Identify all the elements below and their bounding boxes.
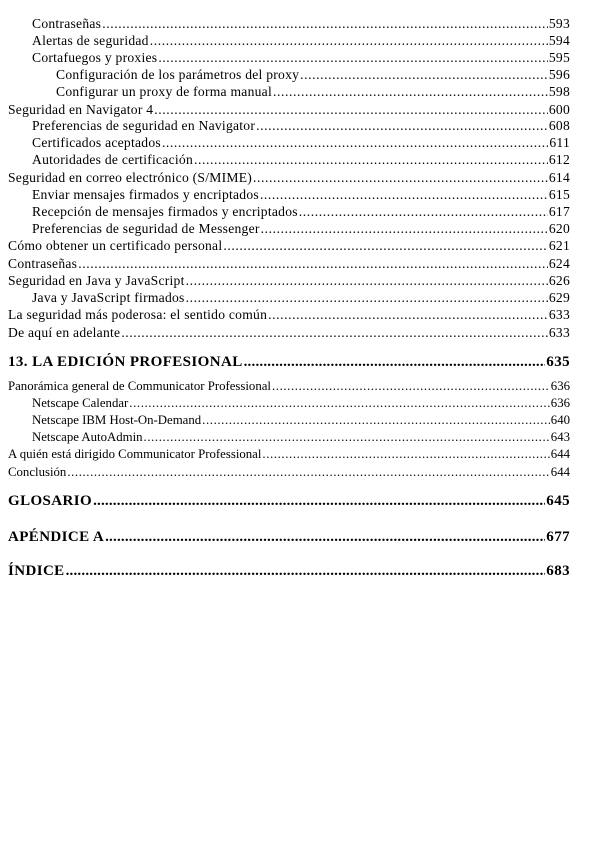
toc-entry: [8, 447, 570, 462]
toc-entry: [32, 50, 570, 66]
toc-page-number: 633: [548, 325, 570, 340]
toc-page-number: 624: [548, 256, 570, 271]
toc-entry: [32, 430, 570, 445]
toc-page-number: 636: [550, 396, 570, 410]
toc-entry: [32, 33, 570, 49]
toc-page-number: 629: [548, 290, 570, 305]
toc-entry: [32, 152, 570, 168]
toc-leader-dots: [300, 67, 548, 83]
toc-chapter-entry: [8, 354, 570, 371]
toc-entry: [8, 379, 570, 394]
toc-entry-title: Seguridad en Java y JavaScript: [8, 273, 185, 288]
toc-page-number: 620: [548, 221, 570, 236]
toc-entry-title: Java y JavaScript firmados: [32, 290, 185, 305]
toc-page-number: 640: [550, 413, 570, 427]
toc-entry: [32, 413, 570, 428]
toc-leader-dots: [299, 204, 548, 220]
toc-entry-title: Autoridades de certificación: [32, 152, 193, 167]
toc-page-number: 598: [548, 84, 570, 99]
toc-entry-title: Netscape IBM Host-On-Demand: [32, 413, 202, 427]
toc-leader-dots: [154, 102, 548, 118]
toc-leader-dots: [186, 273, 548, 289]
toc-entry: [56, 84, 570, 100]
toc-leader-dots: [93, 493, 545, 510]
toc-page-number: 621: [548, 238, 570, 253]
toc-page-number: 643: [550, 430, 570, 444]
toc-leader-dots: [162, 135, 548, 151]
toc-entry: [32, 118, 570, 134]
toc-entry-title: Alertas de seguridad: [32, 33, 149, 48]
toc-page-number: 633: [548, 307, 570, 322]
toc-entry-title: Netscape Calendar: [32, 396, 129, 410]
toc-page-number: 636: [550, 379, 570, 393]
toc-entry-title: Contraseñas: [8, 256, 78, 271]
toc-leader-dots: [260, 187, 548, 203]
toc-page-number: 596: [548, 67, 570, 82]
toc-page-number: 626: [548, 273, 570, 288]
toc-entry-title: Preferencias de seguridad de Messenger: [32, 221, 260, 236]
toc-leader-dots: [253, 170, 548, 186]
toc-chapter-entry: [8, 529, 570, 546]
toc-entry: [8, 170, 570, 186]
toc-entry-title: Cómo obtener un certificado personal: [8, 238, 223, 253]
toc-leader-dots: [105, 529, 545, 546]
toc-entry-title: Preferencias de seguridad en Navigator: [32, 118, 256, 133]
toc-entry-title: Recepción de mensajes firmados y encriptados: [32, 204, 298, 219]
toc-entry: [8, 307, 570, 323]
toc-page-number: 608: [548, 118, 570, 133]
toc-page-number: 635: [546, 354, 570, 370]
toc-page-number: 612: [548, 152, 570, 167]
toc-entry-title: Seguridad en Navigator 4: [8, 102, 154, 117]
toc-entry: [8, 465, 570, 480]
toc-leader-dots: [121, 325, 548, 341]
toc-entry-title: Cortafuegos y proxies: [32, 50, 158, 65]
toc-leader-dots: [256, 118, 548, 134]
toc-leader-dots: [102, 16, 548, 32]
toc-entry: [8, 325, 570, 341]
toc-leader-dots: [66, 563, 546, 580]
toc-entry: [32, 16, 570, 32]
toc-page-number: 593: [548, 16, 570, 31]
toc-entry: [32, 290, 570, 306]
toc-page-number: 611: [549, 135, 570, 150]
toc-leader-dots: [272, 379, 550, 394]
toc-page-number: 617: [548, 204, 570, 219]
toc-entry-title: Seguridad en correo electrónico (S/MIME): [8, 170, 253, 185]
toc-entry-title: Conclusión: [8, 465, 67, 479]
toc-leader-dots: [158, 50, 548, 66]
toc-page-number: 683: [546, 563, 570, 579]
toc-entry: [32, 135, 570, 151]
toc-page-number: 644: [550, 447, 570, 461]
toc-page-number: 594: [548, 33, 570, 48]
toc-leader-dots: [223, 238, 548, 254]
toc-entry: [8, 273, 570, 289]
toc-entry: [56, 67, 570, 83]
toc-entry-title: Contraseñas: [32, 16, 102, 31]
toc-leader-dots: [268, 307, 548, 323]
toc-page-number: 615: [548, 187, 570, 202]
toc-entry: [8, 256, 570, 272]
toc-entry-title: Panorámica general de Communicator Professional: [8, 379, 271, 393]
toc-leader-dots: [186, 290, 548, 306]
toc-entry-title: Configuración de los parámetros del proxy: [56, 67, 300, 82]
toc-entry: [32, 187, 570, 203]
toc-leader-dots: [78, 256, 548, 272]
toc-entry-title: GLOSARIO: [8, 493, 93, 509]
toc-entry: [8, 238, 570, 254]
toc-leader-dots: [273, 84, 548, 100]
toc-entry-title: 13. LA EDICIÓN PROFESIONAL: [8, 354, 243, 370]
toc-entry-title: Netscape AutoAdmin: [32, 430, 143, 444]
toc-leader-dots: [262, 447, 549, 462]
toc-leader-dots: [202, 413, 550, 428]
toc-entry: [32, 221, 570, 237]
toc-entry: [32, 396, 570, 411]
toc-chapter-entry: [8, 563, 570, 580]
toc-entry-title: Enviar mensajes firmados y encriptados: [32, 187, 259, 202]
toc-leader-dots: [129, 396, 550, 411]
toc-leader-dots: [67, 465, 549, 480]
toc-leader-dots: [244, 354, 546, 371]
toc-entry: [8, 102, 570, 118]
toc-page-number: 614: [548, 170, 570, 185]
toc-page-number: 644: [550, 465, 570, 479]
toc-leader-dots: [261, 221, 548, 237]
toc-chapter-entry: [8, 493, 570, 510]
toc-entry-title: La seguridad más poderosa: el sentido común: [8, 307, 268, 322]
toc-entry: [32, 204, 570, 220]
toc-page-number: 595: [548, 50, 570, 65]
toc-page-number: 645: [546, 493, 570, 509]
toc-entry-title: ÍNDICE: [8, 563, 65, 579]
toc-page-number: 600: [548, 102, 570, 117]
toc-leader-dots: [150, 33, 548, 49]
toc-entry-title: Configurar un proxy de forma manual: [56, 84, 272, 99]
toc-leader-dots: [194, 152, 548, 168]
toc-entry-title: APÉNDICE A: [8, 529, 105, 545]
toc-entry-title: A quién está dirigido Communicator Professional: [8, 447, 262, 461]
toc-entry-title: De aquí en adelante: [8, 325, 121, 340]
toc-page-number: 677: [546, 529, 570, 545]
toc-entry-title: Certificados aceptados: [32, 135, 161, 150]
toc-leader-dots: [144, 430, 550, 445]
